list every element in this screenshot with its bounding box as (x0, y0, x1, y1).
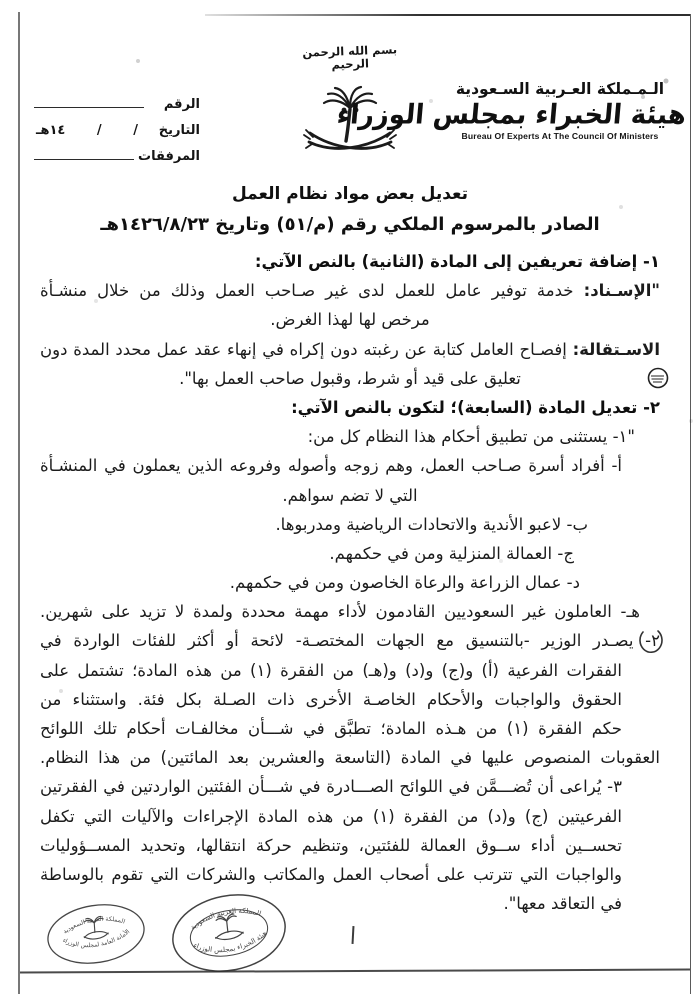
date-value (34, 123, 148, 138)
svg-text:هيئة الخبراء بمجلس الوزراء: هيئة الخبراء بمجلس الوزراء (192, 929, 269, 955)
body-line: في التعاقد معها". (503, 894, 622, 914)
body-line: الاسـتقالة: إفصـاح العامل كتابة عن رغبته دون إكراه في إنهاء عقد عمل محدد المدة دون (40, 339, 660, 359)
document-subtitle: الصادر بالمرسوم الملكي رقم (م/٥١) وتاريخ ١٤٢٦/٨/٢٣هـ (100, 214, 600, 235)
stray-pen-mark (352, 926, 355, 944)
number-label: الرقم (163, 97, 200, 112)
field-date (34, 112, 200, 138)
scan-noise (0, 0, 2, 2)
svg-text:المملكة العربية السعودية: المملكة العربية السعودية (188, 906, 263, 932)
body-line: تعليق على قيد أو شرط، وقبول صاحب العمل بها". (179, 368, 521, 388)
section-heading: ٢- تعديل المادة (السابعة)؛ لتكون بالنص الآتي: (291, 397, 660, 417)
body-line: والواجبات التي تترتب على أصحاب العمل والمكاتب والشركات التي تقوم بالوساطة (40, 864, 622, 884)
body-line: العقوبات المنصوص عليها في المادة (التاسعة والعشرين بعد المائتين) من هذا النظام. (40, 748, 660, 768)
attachments-blank-line (34, 158, 134, 160)
section-heading: ١- إضافة تعريفين إلى المادة (الثانية) بالنص الآتي: (254, 252, 660, 271)
small-seal-mark (645, 365, 671, 391)
page-border-right (690, 14, 692, 994)
svg-text:المملكة العربية السعودية: المملكة العربية السعودية (61, 915, 126, 936)
body-line: تحســين أداء ســوق العمالة للفئتين، وتنظيم حركة انتقالها، وتحديد المســؤوليات (40, 835, 622, 855)
body-line: "الإسـناد: خدمة توفير عامل للعمل لدى غير صـاحب العمل وذلك من خلال منشـأة (40, 281, 660, 301)
date-label: التاريخ (158, 123, 200, 138)
term-lead: "الإسـناد: (583, 281, 660, 301)
term-lead: الاسـتقالة: (572, 339, 660, 359)
list-item: ج- العمالة المنزلية ومن في حكمهم. (329, 543, 574, 563)
letterhead-fields (34, 86, 200, 164)
list-item: ب- لاعبو الأندية والاتحادات الرياضية ومدربوها. (275, 514, 588, 534)
body-line: ٣- يُراعى أن تُضـــمَّن في اللوائح الصـــادرة في شـــأن الفئتين الواردتين في الفقرتين (40, 777, 622, 797)
body-line: "١- يستثنى من تطبيق أحكام هذا النظام كل من: (307, 427, 635, 447)
document-body (40, 247, 660, 918)
field-number (34, 86, 200, 112)
date-slash: / (96, 123, 102, 138)
letterhead-right-block (335, 80, 688, 141)
svg-text:الأمانة العامة لمجلس الوزراء: الأمانة العامة لمجلس الوزراء (61, 928, 132, 950)
attachments-label: المرفقات (138, 149, 200, 164)
kingdom-name: الـمـملكة العـربية السـعودية (455, 80, 665, 98)
body-line: الفرعيتين (ج) و(د) من الفقرة (١) من هذه المادة الإجراءات والآليات التي تكفل (40, 806, 622, 826)
field-attachments (34, 138, 200, 164)
body-line: التي لا تضم سواهم. (282, 485, 418, 505)
date-slash: / (133, 123, 138, 138)
bismillah-calligraphy: بسم الله الرحمن الرحيم (302, 42, 398, 72)
body-line: مرخص لها لهذا الغرض. (270, 310, 430, 330)
page-border-top (205, 14, 690, 16)
page-border-left (18, 12, 20, 994)
number-blank-line (34, 106, 144, 108)
body-line: حكم الفقرة (١) من هـذه المادة؛ تطبَّق في شـــأن مخالفـات أحكام تلك اللوائح (40, 719, 622, 738)
body-line: الحقوق والواجبات والأحكام الخاصـة الأخرى ذات الصـلة بكل فئة. واستثناء من (40, 689, 622, 709)
page-border-bottom (20, 969, 690, 974)
list-item: أ- أفراد أسرة صـاحب العمل، وهم زوجه وأصوله وفروعه الذين يعملون في المنشـأة (40, 456, 622, 476)
list-item: هـ- العاملون غير السعوديين القادمون لأداء مهمة محددة ولمدة لا تزيد على شهرين. (40, 602, 640, 622)
body-line: ٢- يصـدر الوزير -بالتنسيق مع الجهات المختصـة- لائحة أو أكثر للفئات الواردة في (40, 631, 660, 651)
document-title: تعديل بعض مواد نظام العمل (231, 184, 469, 204)
list-item: د- عمال الزراعة والرعاة الخاصون ومن في حكمهم. (229, 573, 580, 593)
agency-name-calligraphy: هيئة الخبراء بمجلس الوزراء (335, 99, 688, 131)
agency-name-english: Bureau Of Experts At The Council Of Ministers (461, 131, 659, 141)
date-year-prefix: ١٤هـ (36, 123, 66, 138)
open-circle-mark (637, 625, 665, 657)
body-line: الفقرات الفرعية (أ) و(ج) و(د) و(هـ) من الفقرة (١) من هذه المادة؛ تشتمل على (40, 660, 622, 680)
